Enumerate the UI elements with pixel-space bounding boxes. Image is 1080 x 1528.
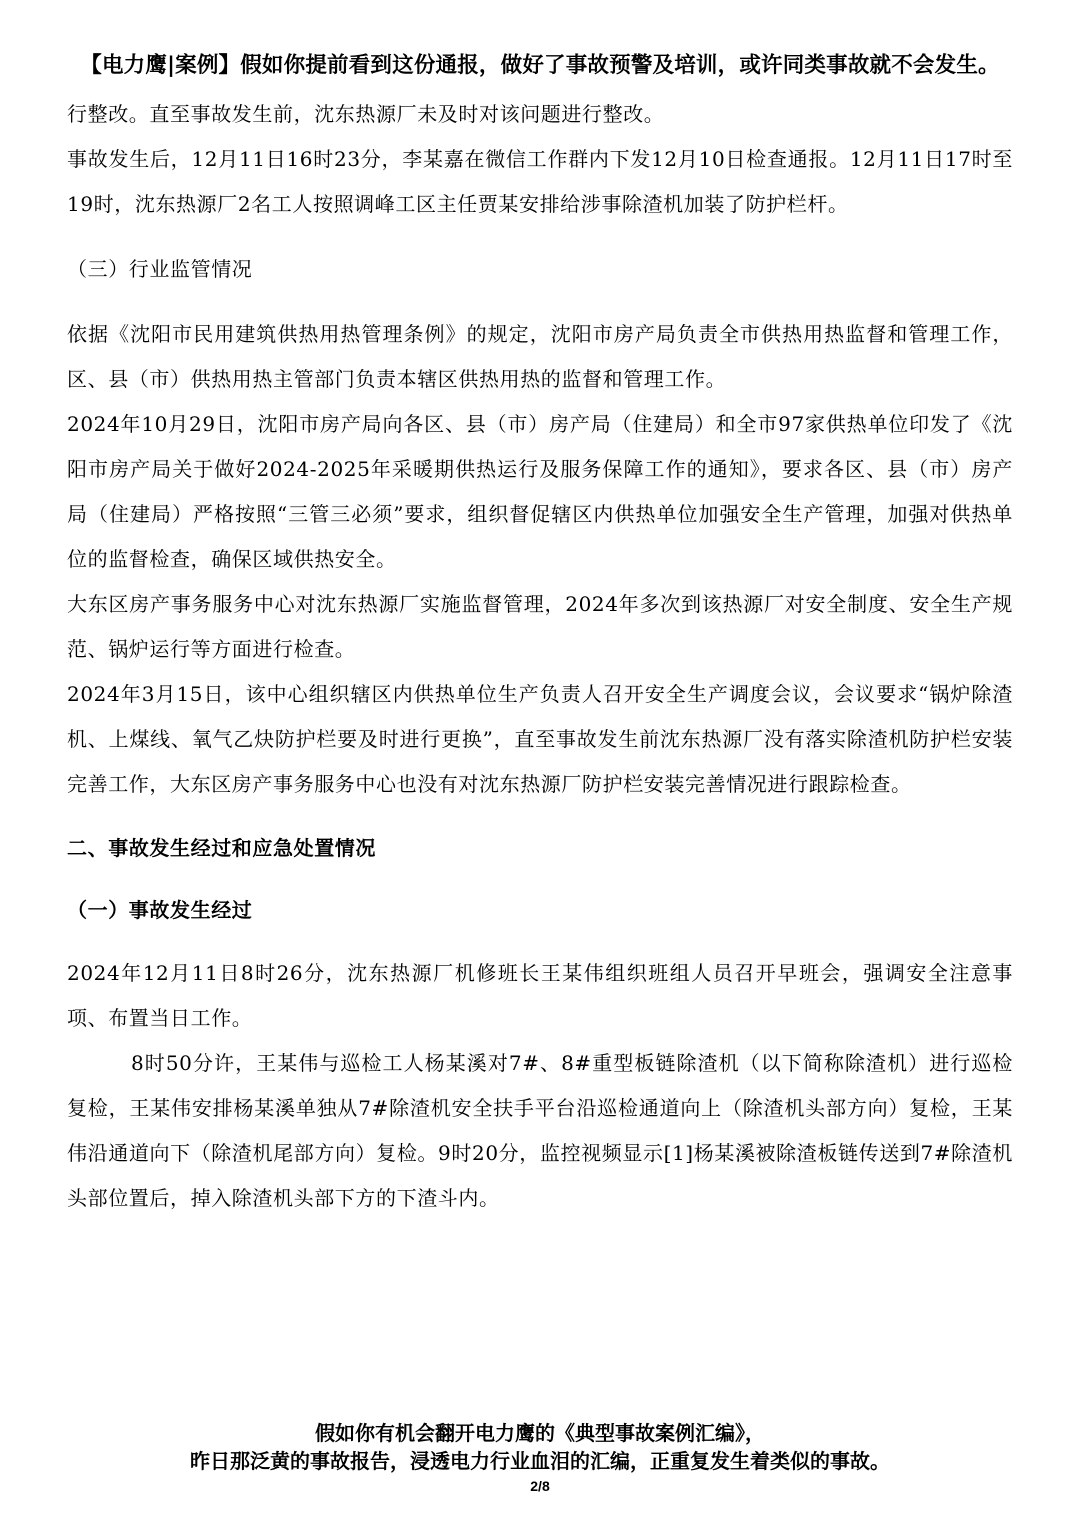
- document-body: [67, 92, 1013, 1221]
- paragraph-regulation-basis: 依据《沈阳市民用建筑供热用热管理条例》的规定，沈阳市房产局负责全市供热用热监督和管理工作，区、县（市）供热用热主管部门负责本辖区供热用热的监督和管理工作。: [67, 322, 1013, 391]
- footer-line-2: 昨日那泛黄的事故报告，浸透电力行业血泪的汇编，正重复发生着类似的事故。: [190, 1449, 890, 1473]
- paragraph-rectification: 行整改。直至事故发生前，沈东热源厂未及时对该问题进行整改。: [67, 102, 665, 126]
- paragraph-dadong-supervision: 大东区房产事务服务中心对沈东热源厂实施监督管理，2024年多次到该热源厂对安全制度、安全生产规范、锅炉运行等方面进行检查。: [67, 592, 1013, 661]
- paragraph-notice-oct-29: 2024年10月29日，沈阳市房产局向各区、县（市）房产局（住建局）和全市97家供热单位印发了《沈阳市房产局关于做好2024-2025年采暖期供热运行及服务保障工作的通知》，要求各区、县（市）房产局（住建局）严格按照“三管三必须”要求，组织督促辖区内供热单位加强安全生产管理，加强对供热单位的监督检查，确保区域供热安全。: [67, 412, 1013, 571]
- subheading-industry-supervision: （三）行业监管情况: [67, 257, 253, 281]
- paragraph-morning-meeting: 2024年12月11日8时26分，沈东热源厂机修班长王某伟组织班组人员召开早班会，强调安全注意事项、布置当日工作。: [67, 961, 1013, 1030]
- page-header: 【电力鹰|案例】假如你提前看到这份通报，做好了事故预警及培训，或许同类事故就不会发生。: [80, 53, 1000, 78]
- section-heading-accident-process: 二、事故发生经过和应急处置情况: [67, 836, 376, 860]
- page-number: 2/8: [530, 1478, 550, 1494]
- subheading-accident-process: （一）事故发生经过: [67, 898, 253, 922]
- paragraph-after-accident: 事故发生后，12月11日16时23分，李某嘉在微信工作群内下发12月10日检查通报。12月11日17时至19时，沈东热源厂2名工人按照调峰工区主任贾某安排给涉事除渣机加装了防护栏杆。: [67, 147, 1013, 216]
- paragraph-inspection: 8时50分许，王某伟与巡检工人杨某溪对7#、8#重型板链除渣机（以下简称除渣机）进行巡检复检，王某伟安排杨某溪单独从7#除渣机安全扶手平台沿巡检通道向上（除渣机头部方向）复检，王某伟沿通道向下（除渣机尾部方向）复检。9时20分，监控视频显示[1]杨某溪被除渣板链传送到7#除渣机头部位置后，掉入除渣机头部下方的下渣斗内。: [67, 1051, 1013, 1210]
- footer-line-1: 假如你有机会翻开电力鹰的《典型事故案例汇编》，: [315, 1421, 765, 1445]
- paragraph-meeting-mar-15: 2024年3月15日，该中心组织辖区内供热单位生产负责人召开安全生产调度会议，会议要求“锅炉除渣机、上煤线、氧气乙炔防护栏要及时进行更换”，直至事故发生前沈东热源厂没有落实除渣机防护栏安装完善工作，大东区房产事务服务中心也没有对沈东热源厂防护栏安装完善情况进行跟踪检查。: [67, 682, 1013, 796]
